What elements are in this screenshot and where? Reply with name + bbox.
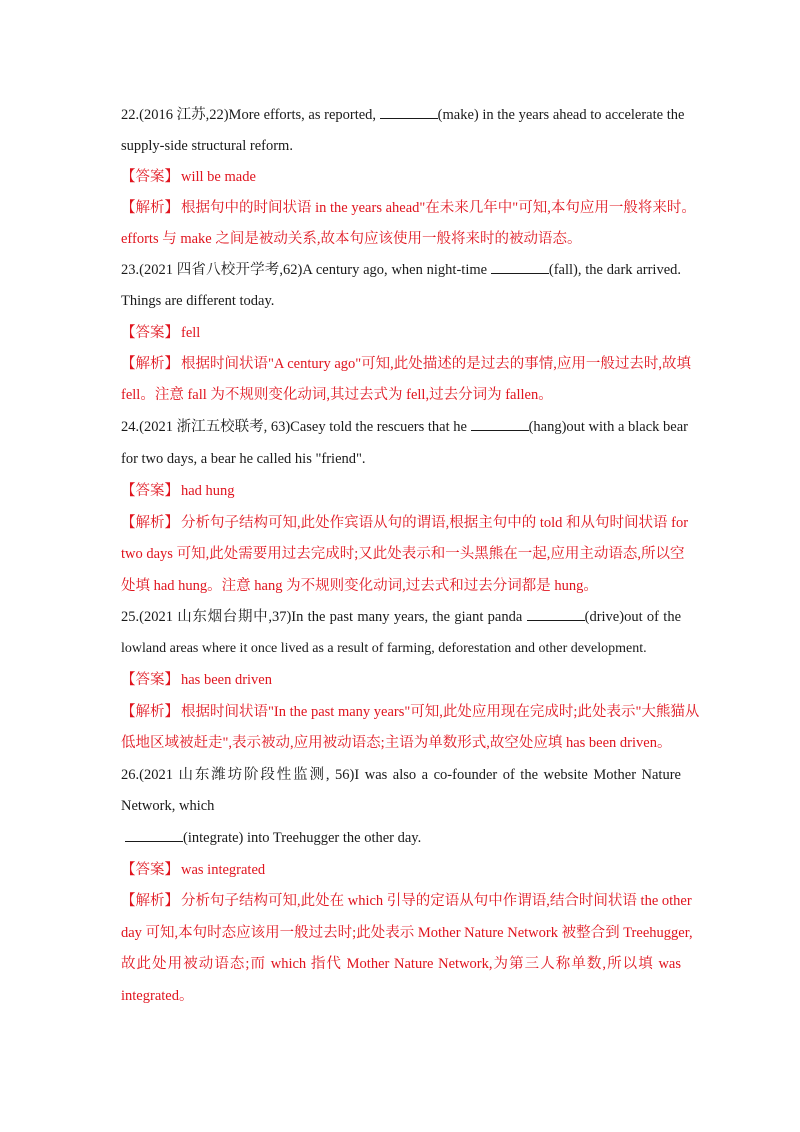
question-25-stem-cont: lowland areas where it once lived as a result of farming, deforestation and other development. [121, 641, 647, 656]
answer-blank [125, 829, 183, 842]
question-24-analysis-line: 【解析】 分析句子结构可知,此处作宾语从句的谓语,根据主句中的 told 和从句时间状语 for [121, 515, 689, 531]
question-23-answer: 【答案】 fell [121, 325, 201, 341]
question-26-analysis-line: 【解析】 分析句子结构可知,此处在 which 引导的定语从句中作谓语,结合时间状语 the other [121, 893, 692, 909]
answer-blank [527, 608, 585, 621]
question-22-stem-cont: supply-side structural reform. [121, 138, 293, 154]
question-23-stem-cont: Things are different today. [121, 293, 275, 309]
question-26-stem-cont: Network, which [121, 798, 215, 814]
question-24-analysis-line: two days 可知,此处需要用过去完成时;又此处表示和一头黑熊在一起,应用主动语态,所以空 [121, 546, 685, 562]
question-26-analysis-line: day 可知,本句时态应该用一般过去时;此处表示 Mother Nature Network 被整合到 Treehugger, [121, 925, 693, 941]
answer-blank [471, 418, 529, 431]
question-22-answer: 【答案】 will be made [121, 169, 256, 185]
question-23-analysis-line: fell。注意 fall 为不规则变化动词,其过去式为 fell,过去分词为 fallen。 [121, 387, 553, 403]
question-25-answer: 【答案】 has been driven [121, 672, 272, 688]
question-22-stem: 22.(2016 江苏,22)More efforts, as reported, (make) in the years ahead to accelerate the [121, 107, 685, 123]
question-22-analysis-line: 【解析】 根据句中的时间状语 in the years ahead"在未来几年中"可知,本句应用一般将来时。 [121, 200, 696, 216]
question-26-answer: 【答案】 was integrated [121, 862, 266, 878]
question-24-analysis-line: 处填 had hung。注意 hang 为不规则变化动词,过去式和过去分词都是 hung。 [121, 578, 598, 594]
question-22-analysis-line: efforts 与 make 之间是被动关系,故本句应该使用一般将来时的被动语态。 [121, 231, 582, 247]
question-24-stem: 24.(2021 浙江五校联考, 63)Casey told the rescuers that he (hang)out with a black bear [121, 419, 688, 435]
question-25-analysis-line: 【解析】 根据时间状语"In the past many years"可知,此处应用现在完成时;此处表示"大熊猫从 [121, 704, 700, 720]
question-23-analysis-line: 【解析】 根据时间状语"A century ago"可知,此处描述的是过去的事情,应用一般过去时,故填 [121, 356, 692, 372]
question-24-answer: 【答案】 had hung [121, 483, 235, 499]
question-26-analysis-line: integrated。 [121, 988, 194, 1004]
question-24-stem-cont: for two days, a bear he called his "friend". [121, 451, 366, 467]
question-25-analysis-line: 低地区域被赶走",表示被动,应用被动语态;主语为单数形式,故空处应填 has been driven。 [121, 735, 672, 751]
answer-blank [491, 261, 549, 274]
question-25-stem: 25.(2021 山东烟台期中,37)In the past many years, the giant panda (drive)out of the [121, 609, 681, 625]
question-26-stem: 26.(2021 山东潍坊阶段性监测, 56)I was also a co-founder of the website Mother Nature [121, 767, 681, 783]
answer-blank [380, 106, 438, 119]
question-26-analysis-line: 故此处用被动语态;而 which 指代 Mother Nature Network,为第三人称单数,所以填 was [121, 956, 681, 972]
question-23-stem: 23.(2021 四省八校开学考,62)A century ago, when night-time (fall), the dark arrived. [121, 262, 682, 278]
question-26-stem-blank-line: (integrate) into Treehugger the other day. [125, 829, 685, 847]
